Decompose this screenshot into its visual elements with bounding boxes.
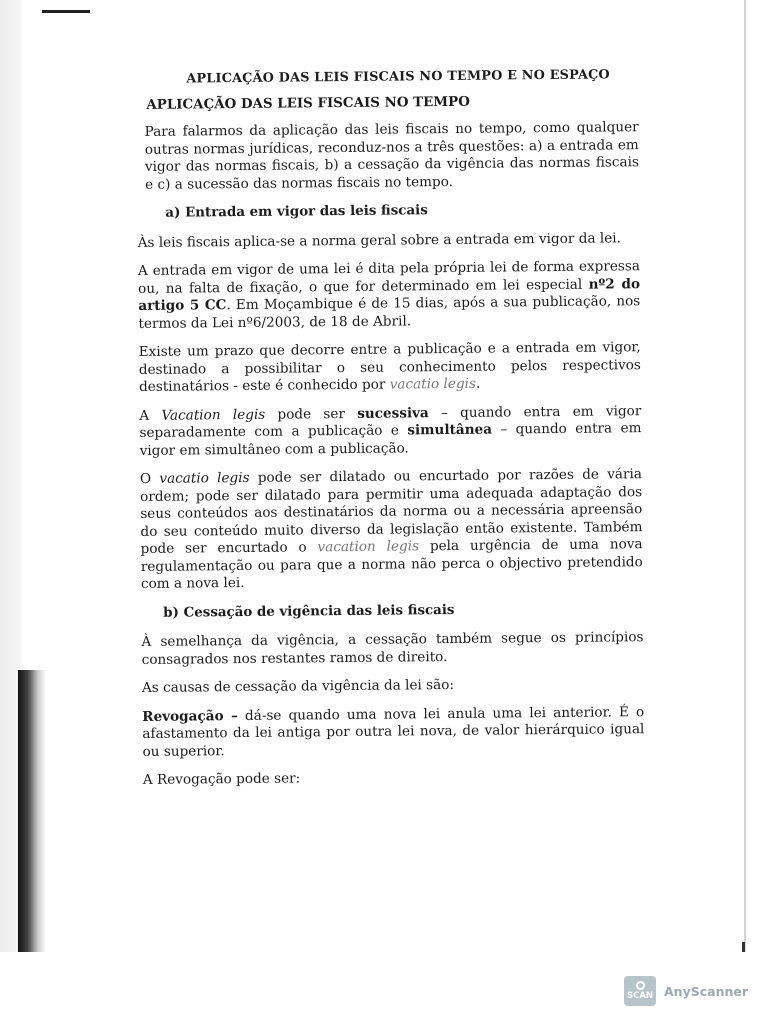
text-bold: nº2 do artigo 5 CC (138, 275, 641, 314)
text-run: . (475, 375, 481, 392)
scanner-logo-icon (624, 976, 656, 1006)
scanner-watermark (624, 976, 748, 1006)
paragraph-a1: Às leis fiscais aplica-se a norma geral sobre a entrada em vigor da lei. (137, 229, 621, 251)
section-a-heading: a) Entrada em vigor das leis fiscais (165, 202, 428, 221)
text-bold: Revogação – (142, 707, 238, 725)
paragraph-a2 (138, 258, 641, 333)
paragraph-b3 (142, 704, 644, 761)
document-subtitle: APLICAÇÃO DAS LEIS FISCAIS NO TEMPO (146, 93, 470, 113)
paragraph-a4 (139, 403, 641, 460)
text-bold: sucessiva (357, 404, 429, 422)
text-italic: vacatio legis (159, 469, 250, 487)
text-bold: simultânea (407, 421, 493, 439)
paragraph-a5 (140, 466, 643, 593)
scanner-brand-name: AnyScanner (664, 983, 749, 999)
scan-shadow (18, 670, 46, 955)
text-run: pela urgência de uma nova regulamentação ou para que a norma não perca o objectivo pretendido com a nova lei. (140, 536, 643, 592)
document-body (136, 63, 645, 800)
text-italic: vacation legis (317, 538, 420, 556)
scanner-logo-text: SCAN (626, 991, 654, 1001)
text-run: Existe um prazo que decorre entre a publicação e a entrada em vigor, destinado a possibilitar o seu conhecimento pelos respectivos destinatários - este é conhecido por (138, 339, 641, 395)
top-mark (42, 10, 90, 13)
text-run: A (139, 407, 162, 424)
document-title: APLICAÇÃO DAS LEIS FISCAIS NO TEMPO E NO ESPAÇO (186, 67, 610, 87)
text-run: O (139, 470, 160, 487)
text-italic: Vacation legis (161, 406, 266, 424)
text-run: dá-se quando uma nova lei anula uma lei anterior. É o afastamento da lei antiga por outra lei nova, de valor hierárquico igual ou superior. (142, 703, 645, 760)
intro-paragraph: Para falarmos da aplicação das leis fiscais no tempo, como qualquer outras normas jurídicas, reconduz-nos a três questões: a) a entrada em vigor das normas fiscais, b) a cessação da vigência das normas fiscais e c) a sucessão das normas fiscais no tempo. (144, 119, 640, 193)
text-run: A entrada em vigor de uma lei é dita pela própria lei de forma expressa ou, na falta de fixação, o que for determinado em lei especial (137, 258, 641, 297)
logo-dot (636, 981, 645, 990)
paragraph-b2: As causas de cessação da vigência da lei são: (141, 676, 455, 696)
text-run: pode ser dilatado ou encurtado por razões de vária ordem; pode ser dilatado para permitir uma adequada adaptação dos seus conteúdos aos destinatários da norma ou a necessária apreensão do seu conteúdo muito diverso da legislação então existente. Também pode ser encurtado o (140, 466, 643, 557)
text-run: . Em Moçambique é de 15 dias, após a sua publicação, nos termos da Lei nº6/2003, de 18 de Abril. (138, 293, 641, 332)
paragraph-a3 (139, 339, 641, 396)
text-run: – quando entra em vigor em simultâneo com a publicação. (139, 420, 642, 459)
paragraph-b4: A Revogação pode ser: (142, 770, 301, 788)
text-run: – quando entra em vigor separadamente com a publicação e (139, 402, 642, 441)
page-edge (744, 0, 746, 955)
paragraph-b1: À semelhança da vigência, a cessação também segue os princípios consagrados nos restantes ramos de direito. (141, 629, 644, 668)
text-run: pode ser (265, 405, 358, 423)
section-b-heading: b) Cessação de vigência das leis fiscais (163, 601, 455, 621)
text-italic: vacatio legis (389, 375, 477, 393)
